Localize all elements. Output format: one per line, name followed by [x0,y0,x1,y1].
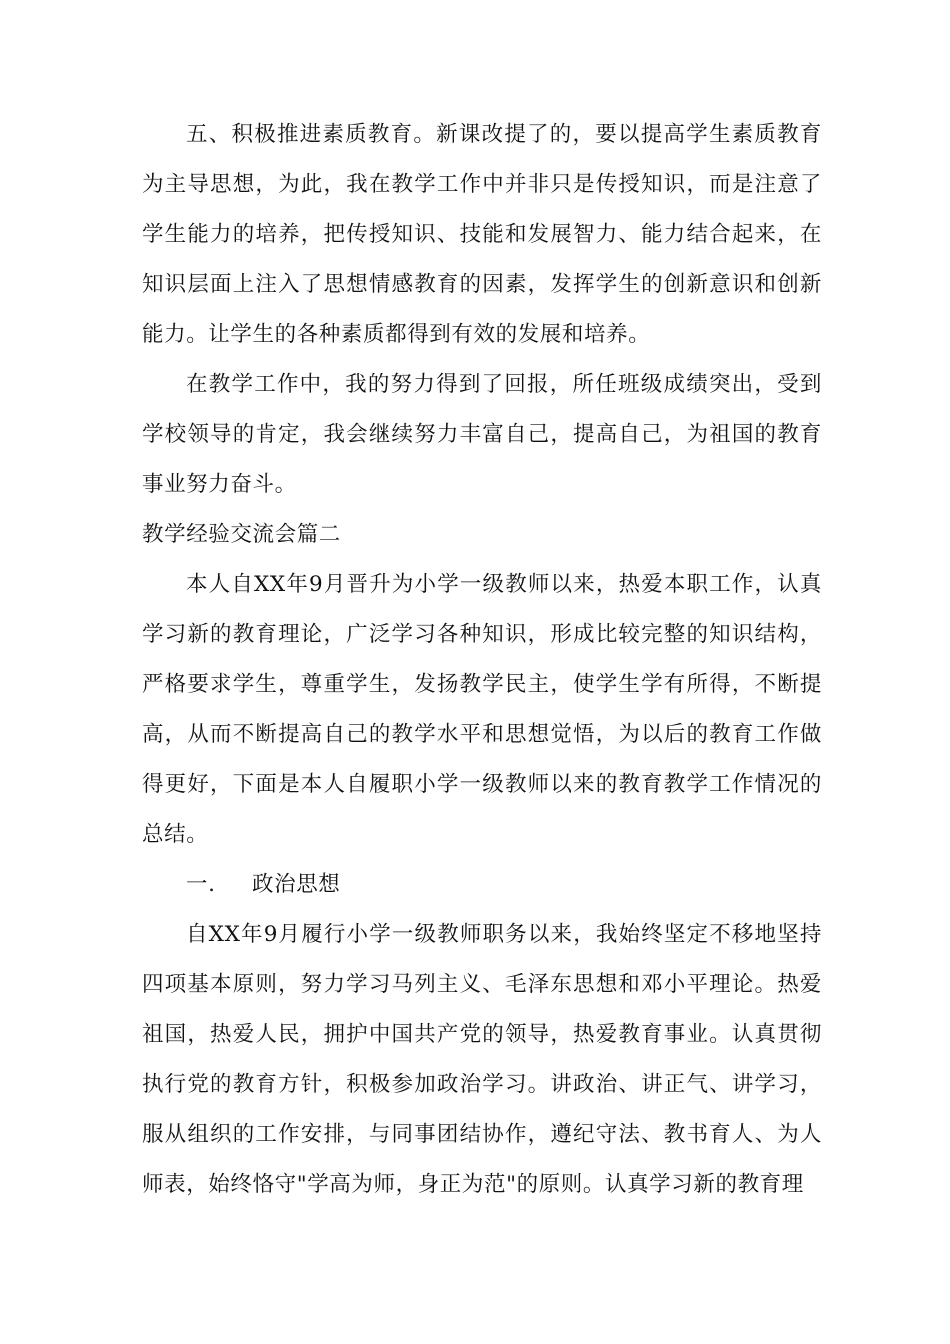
numbered-heading-politics [142,860,822,910]
document-page [142,110,822,1210]
paragraph-introduction: 本人自XX年9月晋升为小学一级教师以来，热爱本职工作，认真学习新的教育理论，广泛学习各种知识，形成比较完整的知识结构，严格要求学生，尊重学生，发扬教学民主，使学生学有所得，不断提高，从而不断提高自己的教学水平和思想觉悟，为以后的教育工作做得更好，下面是本人自履职小学一级教师以来的教育教学工作情况的总结。 [142,572,822,847]
item-number: 一. [186,872,216,897]
item-title: 政治思想 [252,872,341,897]
paragraph-political-thought: 自XX年9月履行小学一级教师职务以来，我始终坚定不移地坚持四项基本原则，努力学习马列主义、毛泽东思想和邓小平理论。热爱祖国，热爱人民，拥护中国共产党的领导，热爱教育事业。认真贯彻执行党的教育方针，积极参加政治学习。讲政治、讲正气、讲学习，服从组织的工作安排，与同事团结协作，遵纪守法、教书育人、为人师表，始终恪守"学高为师，身正为范"的原则。认真学习新的教育理 [142,922,822,1197]
paragraph-teaching-results: 在教学工作中，我的努力得到了回报，所任班级成绩突出，受到学校领导的肯定，我会继续努力丰富自己，提高自己，为祖国的教育事业努力奋斗。 [142,372,822,497]
paragraph-quality-education: 五、积极推进素质教育。新课改提了的，要以提高学生素质教育为主导思想，为此，我在教学工作中并非只是传授知识，而是注意了学生能力的培养，把传授知识、技能和发展智力、能力结合起来，在知识层面上注入了思想情感教育的因素，发挥学生的创新意识和创新能力。让学生的各种素质都得到有效的发展和培养。 [142,122,822,347]
section-title: 教学经验交流会篇二 [142,522,341,547]
